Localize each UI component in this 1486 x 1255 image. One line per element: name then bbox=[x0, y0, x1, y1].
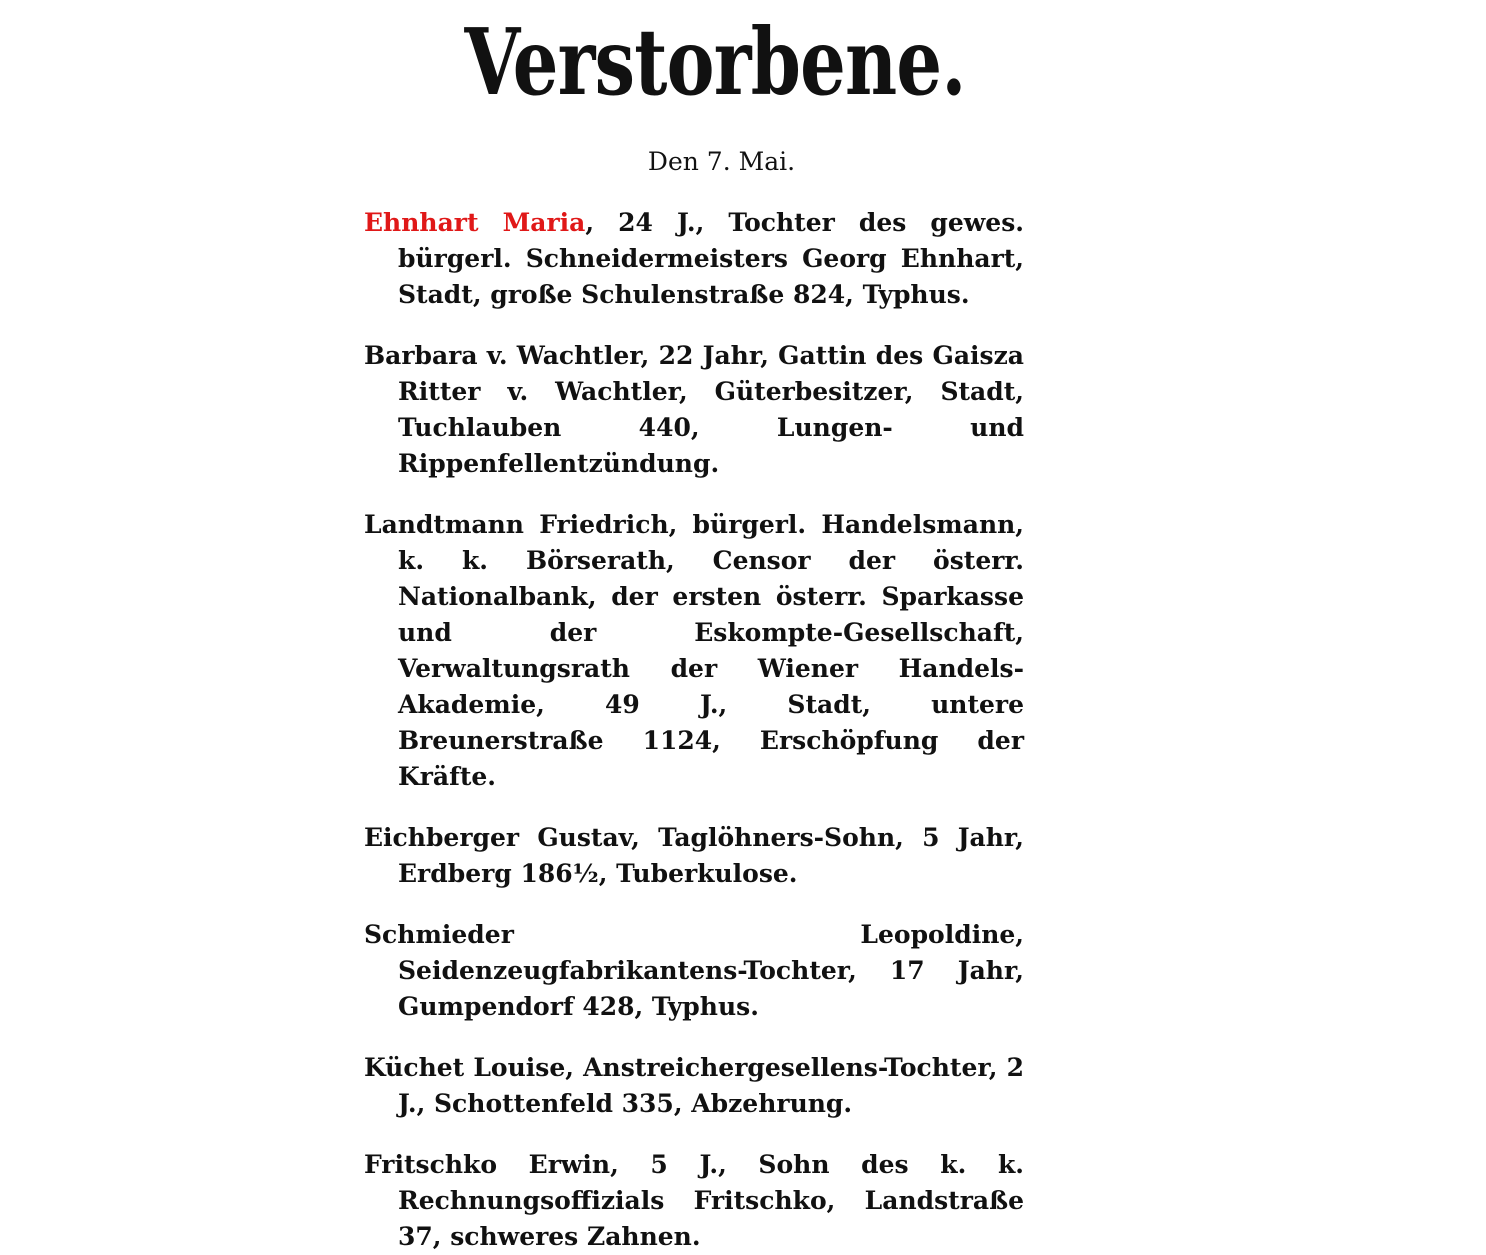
entry-4 bbox=[364, 820, 1024, 892]
date-line: Den 7. Mai. bbox=[647, 147, 796, 176]
entry-text: Schmieder Leopoldine, Seidenzeugfabrikantens-Tochter, 17 Jahr, Gumpendorf 428, Typhus. bbox=[364, 920, 1024, 1021]
entry-2 bbox=[364, 338, 1024, 482]
highlighted-name: Ehnhart Maria bbox=[364, 208, 586, 237]
entry-text: , 24 J., Tochter des gewes. bürgerl. Schneidermeisters Georg Ehnhart, Stadt, große Schulenstraße 824, Typhus. bbox=[398, 208, 1024, 309]
entry-text: Fritschko Erwin, 5 J., Sohn des k. k. Rechnungsoffizials Fritschko, Landstraße 37, schweres Zahnen. bbox=[364, 1150, 1024, 1251]
entry-3 bbox=[364, 507, 1024, 795]
entry-1 bbox=[364, 205, 1024, 313]
entry-text: Landtmann Friedrich, bürgerl. Handelsmann, k. k. Börserath, Censor der österr. Nationalbank, der ersten österr. Sparkasse und der Eskompte-Gesellschaft, Verwaltungsrath der Wiener Handels-Akademie, 49 J., Stadt, untere Breunerstraße 1124, Erschöpfung der Kräfte. bbox=[364, 510, 1024, 791]
entry-6 bbox=[364, 1050, 1024, 1122]
entry-7 bbox=[364, 1147, 1024, 1255]
entry-text: Eichberger Gustav, Taglöhners-Sohn, 5 Jahr, Erdberg 186½, Tuberkulose. bbox=[364, 823, 1024, 888]
obituary-column bbox=[364, 144, 1024, 1255]
entry-text: Barbara v. Wachtler, 22 Jahr, Gattin des Gaisza Ritter v. Wachtler, Güterbesitzer, Stadt, Tuchlauben 440, Lungen- und Rippenfellentzündung. bbox=[364, 341, 1024, 478]
entry-text: Küchet Louise, Anstreichergesellens-Tochter, 2 J., Schottenfeld 335, Abzehrung. bbox=[364, 1053, 1024, 1118]
entry-5 bbox=[364, 917, 1024, 1025]
page-title: Verstorbene. bbox=[464, 8, 966, 116]
